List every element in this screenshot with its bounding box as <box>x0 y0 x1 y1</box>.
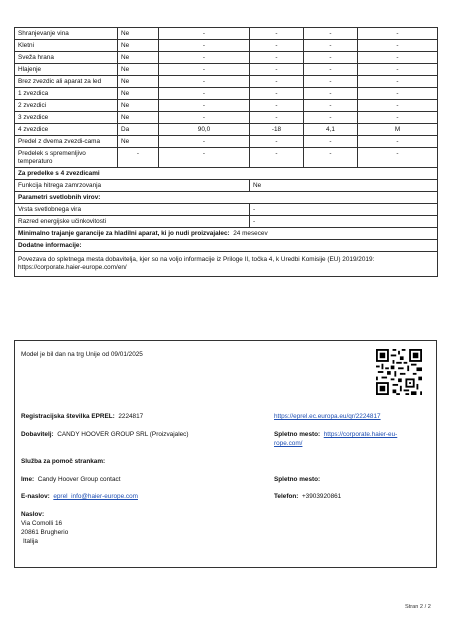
row-value: Ne <box>118 28 159 40</box>
row-value: - <box>159 100 250 112</box>
supplier-label: Dobavitelj: <box>21 431 54 438</box>
section-4star-label: Za predelke s 4 zvezdicami <box>15 168 438 180</box>
light-type-value: - <box>250 204 438 216</box>
fast-freeze-label: Funkcija hitrega zamrzovanja <box>15 180 250 192</box>
light-type-label: Vrsta svetlobnega vira <box>15 204 250 216</box>
email-label: E-naslov: <box>21 493 50 500</box>
row-value: M <box>358 124 438 136</box>
eprel-line <box>21 413 143 421</box>
light-params-header: Parametri svetlobnih virov: <box>15 192 438 204</box>
row-value: - <box>159 148 250 168</box>
row-label: 1 zvezdica <box>15 88 118 100</box>
eprel-number: 2224817 <box>118 413 144 420</box>
row-value: Ne <box>118 88 159 100</box>
phone-value: +3903920861 <box>301 493 342 500</box>
qr-code-icon <box>376 349 422 395</box>
light-type-row <box>15 204 438 216</box>
row-value: - <box>159 52 250 64</box>
address-country: Italija <box>23 538 38 545</box>
energy-class-row <box>15 216 438 228</box>
address-city: 20861 Brugherio <box>21 529 69 536</box>
row-value: Ne <box>118 136 159 148</box>
row-value: - <box>358 64 438 76</box>
row-value: - <box>118 148 159 168</box>
table-row <box>15 124 438 136</box>
row-value: - <box>250 136 304 148</box>
row-value: - <box>304 88 358 100</box>
row-value: -18 <box>250 124 304 136</box>
row-value: - <box>159 76 250 88</box>
row-value: - <box>250 28 304 40</box>
row-value: - <box>358 40 438 52</box>
row-value: - <box>250 112 304 124</box>
fast-freeze-row <box>15 180 438 192</box>
row-value: - <box>304 100 358 112</box>
extra-info-header: Dodatne informacije: <box>15 240 438 252</box>
row-label: 2 zvezdici <box>15 100 118 112</box>
section-row-4star <box>15 168 438 180</box>
row-value: - <box>304 76 358 88</box>
light-params-row <box>15 192 438 204</box>
table-row <box>15 100 438 112</box>
market-date: Model je bil dan na trg Unije od 09/01/2025 <box>21 351 143 358</box>
contact-name-value: Candy Hoover Group contact <box>37 476 121 483</box>
row-value: - <box>358 88 438 100</box>
row-value: - <box>159 40 250 52</box>
row-value: - <box>159 28 250 40</box>
table-row <box>15 136 438 148</box>
extra-info-row <box>15 240 438 252</box>
table-row <box>15 148 438 168</box>
row-value: - <box>304 40 358 52</box>
row-value: 4,1 <box>304 124 358 136</box>
row-value: Ne <box>118 52 159 64</box>
row-value: - <box>250 40 304 52</box>
page-number: Stran 2 / 2 <box>405 604 431 610</box>
row-label: Hlajenje <box>15 64 118 76</box>
row-value: - <box>250 88 304 100</box>
product-info-box <box>14 340 437 568</box>
row-value: - <box>358 136 438 148</box>
row-value: - <box>358 112 438 124</box>
phone-line <box>274 493 341 501</box>
row-label: Kletni <box>15 40 118 52</box>
website-label: Spletno mesto: <box>274 431 321 438</box>
row-value: - <box>159 112 250 124</box>
table-row <box>15 112 438 124</box>
warranty-label: Minimalno trajanje garancije za hladilni aparat, ki jo nudi proizvajalec: <box>18 229 230 237</box>
row-value: - <box>159 88 250 100</box>
website-line <box>274 431 397 439</box>
row-value: - <box>304 52 358 64</box>
energy-class-value: - <box>250 216 438 228</box>
email-link[interactable]: eprel_info@haier-europe.com <box>53 493 138 500</box>
row-value: - <box>358 28 438 40</box>
eprel-link[interactable]: https://eprel.ec.europa.eu/qr/2224817 <box>274 413 381 420</box>
row-value: - <box>250 76 304 88</box>
row-label: Sveža hrana <box>15 52 118 64</box>
row-value: - <box>250 52 304 64</box>
table-row <box>15 88 438 100</box>
row-value: - <box>304 64 358 76</box>
supplier-name: CANDY HOOVER GROUP SRL (Proizvajalec) <box>57 431 189 438</box>
row-value: - <box>358 76 438 88</box>
row-value: - <box>159 64 250 76</box>
table-row <box>15 52 438 64</box>
row-value: - <box>304 136 358 148</box>
row-value: - <box>250 100 304 112</box>
row-value: - <box>304 28 358 40</box>
row-value: - <box>250 64 304 76</box>
row-value: - <box>304 148 358 168</box>
contact-name-label: Ime: <box>21 476 35 483</box>
specs-table <box>14 27 438 277</box>
row-value: - <box>159 136 250 148</box>
warranty-row <box>15 228 438 240</box>
row-label: Predelek s spremenljivo temperaturo <box>15 148 118 168</box>
supplier-line <box>21 431 189 439</box>
address-header: Naslov: <box>21 511 45 518</box>
contact-name-line <box>21 476 120 484</box>
table-row <box>15 64 438 76</box>
row-value: - <box>358 52 438 64</box>
website-link-continued[interactable]: rope.com/ <box>274 440 303 447</box>
row-value: Ne <box>118 100 159 112</box>
table-row <box>15 40 438 52</box>
customer-service-header: Služba za pomoč strankam: <box>21 458 106 465</box>
row-label: 4 zvezdice <box>15 124 118 136</box>
website-link[interactable]: https://corporate.haier-eu- <box>323 431 398 438</box>
warranty-value: 24 mesecev <box>233 229 268 237</box>
row-value: Da <box>118 124 159 136</box>
energy-class-label: Razred energijske učinkovitosti <box>15 216 250 228</box>
row-value: Ne <box>118 76 159 88</box>
row-value: Ne <box>118 40 159 52</box>
row-value: Ne <box>118 112 159 124</box>
service-website-label: Spletno mesto: <box>274 476 321 483</box>
row-label: 3 zvezdice <box>15 112 118 124</box>
phone-label: Telefon: <box>274 493 299 500</box>
row-label: Predel z dvema zvezdi-cama <box>15 136 118 148</box>
row-value: 90,0 <box>159 124 250 136</box>
row-value: - <box>304 112 358 124</box>
warranty-cell <box>15 228 438 240</box>
table-row <box>15 28 438 40</box>
row-label: Brez zvezdic ali aparat za led <box>15 76 118 88</box>
row-value: - <box>250 148 304 168</box>
table-row <box>15 76 438 88</box>
row-label: Shranjevanje vina <box>15 28 118 40</box>
fast-freeze-value: Ne <box>250 180 438 192</box>
row-value: - <box>358 100 438 112</box>
eprel-label: Registracijska številka EPREL: <box>21 413 115 420</box>
row-value: Ne <box>118 64 159 76</box>
extra-info-text-row <box>15 252 438 277</box>
email-line <box>21 493 138 501</box>
extra-info-text: Povezava do spletnega mesta dobavitelja, kjer so na voljo informacije iz Priloge II, točka 4, k Uredbi Komisije (EU) 2019/2019: https://corporate.haier-europe.com/en/ <box>15 252 438 277</box>
address-street: Via Comolli 16 <box>21 520 63 527</box>
row-value: - <box>358 148 438 168</box>
